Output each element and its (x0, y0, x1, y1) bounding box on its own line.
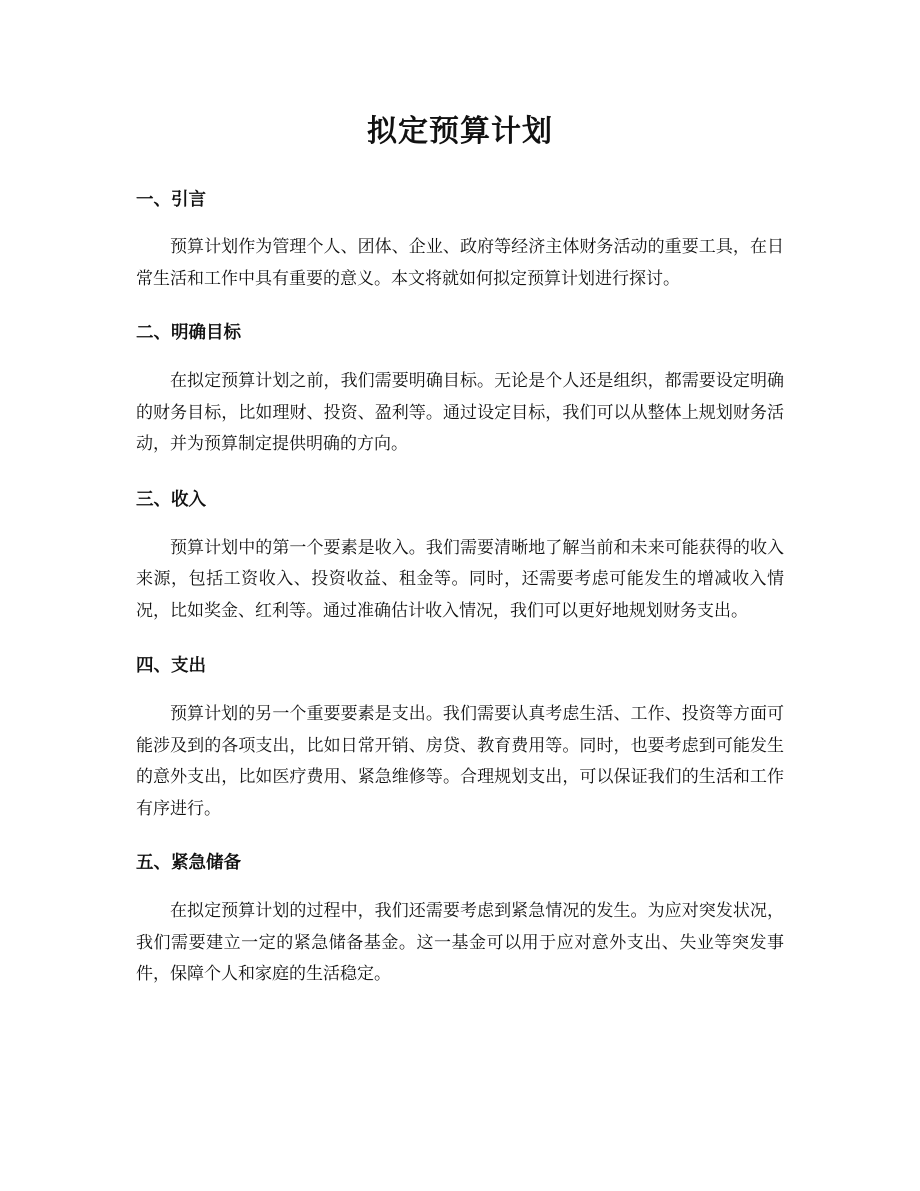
section-paragraph: 预算计划作为管理个人、团体、企业、政府等经济主体财务活动的重要工具，在日常生活和工作中具有重要的意义。本文将就如何拟定预算计划进行探讨。 (136, 237, 784, 289)
section-heading: 三、收入 (136, 489, 206, 510)
section-income (136, 487, 784, 628)
section-define-goals (136, 320, 784, 461)
section-heading: 二、明确目标 (136, 323, 241, 343)
section-expenses (136, 653, 784, 825)
section-paragraph: 预算计划的另一个重要要素是支出。我们需要认真考虑生活、工作、投资等方面可能涉及到的各项支出，比如日常开销、房贷、教育费用等。同时，也要考虑到可能发生的意外支出，比如医疗费用、紧急维修等。合理规划支出，可以保证我们的生活和工作有序进行。 (136, 704, 784, 819)
section-paragraph: 在拟定预算计划的过程中，我们还需要考虑到紧急情况的发生。为应对突发状况，我们需要建立一定的紧急储备基金。这一基金可以用于应对意外支出、失业等突发事件，保障个人和家庭的生活稳定。 (136, 901, 784, 984)
section-heading: 一、引言 (136, 190, 206, 210)
section-introduction (136, 187, 784, 295)
section-paragraph: 在拟定预算计划之前，我们需要明确目标。无论是个人还是组织，都需要设定明确的财务目标，比如理财、投资、盈利等。通过设定目标，我们可以从整体上规划财务活动，并为预算制定提供明确的方向。 (136, 371, 784, 454)
document-title: 拟定预算计划 (367, 114, 553, 149)
section-paragraph: 预算计划中的第一个要素是收入。我们需要清晰地了解当前和未来可能获得的收入来源，包括工资收入、投资收益、租金等。同时，还需要考虑可能发生的增减收入情况，比如奖金、红利等。通过准确估计收入情况，我们可以更好地规划财务支出。 (136, 537, 784, 621)
section-heading: 四、支出 (136, 656, 206, 676)
section-emergency-reserve (136, 850, 784, 991)
section-heading: 五、紧急储备 (136, 853, 241, 873)
